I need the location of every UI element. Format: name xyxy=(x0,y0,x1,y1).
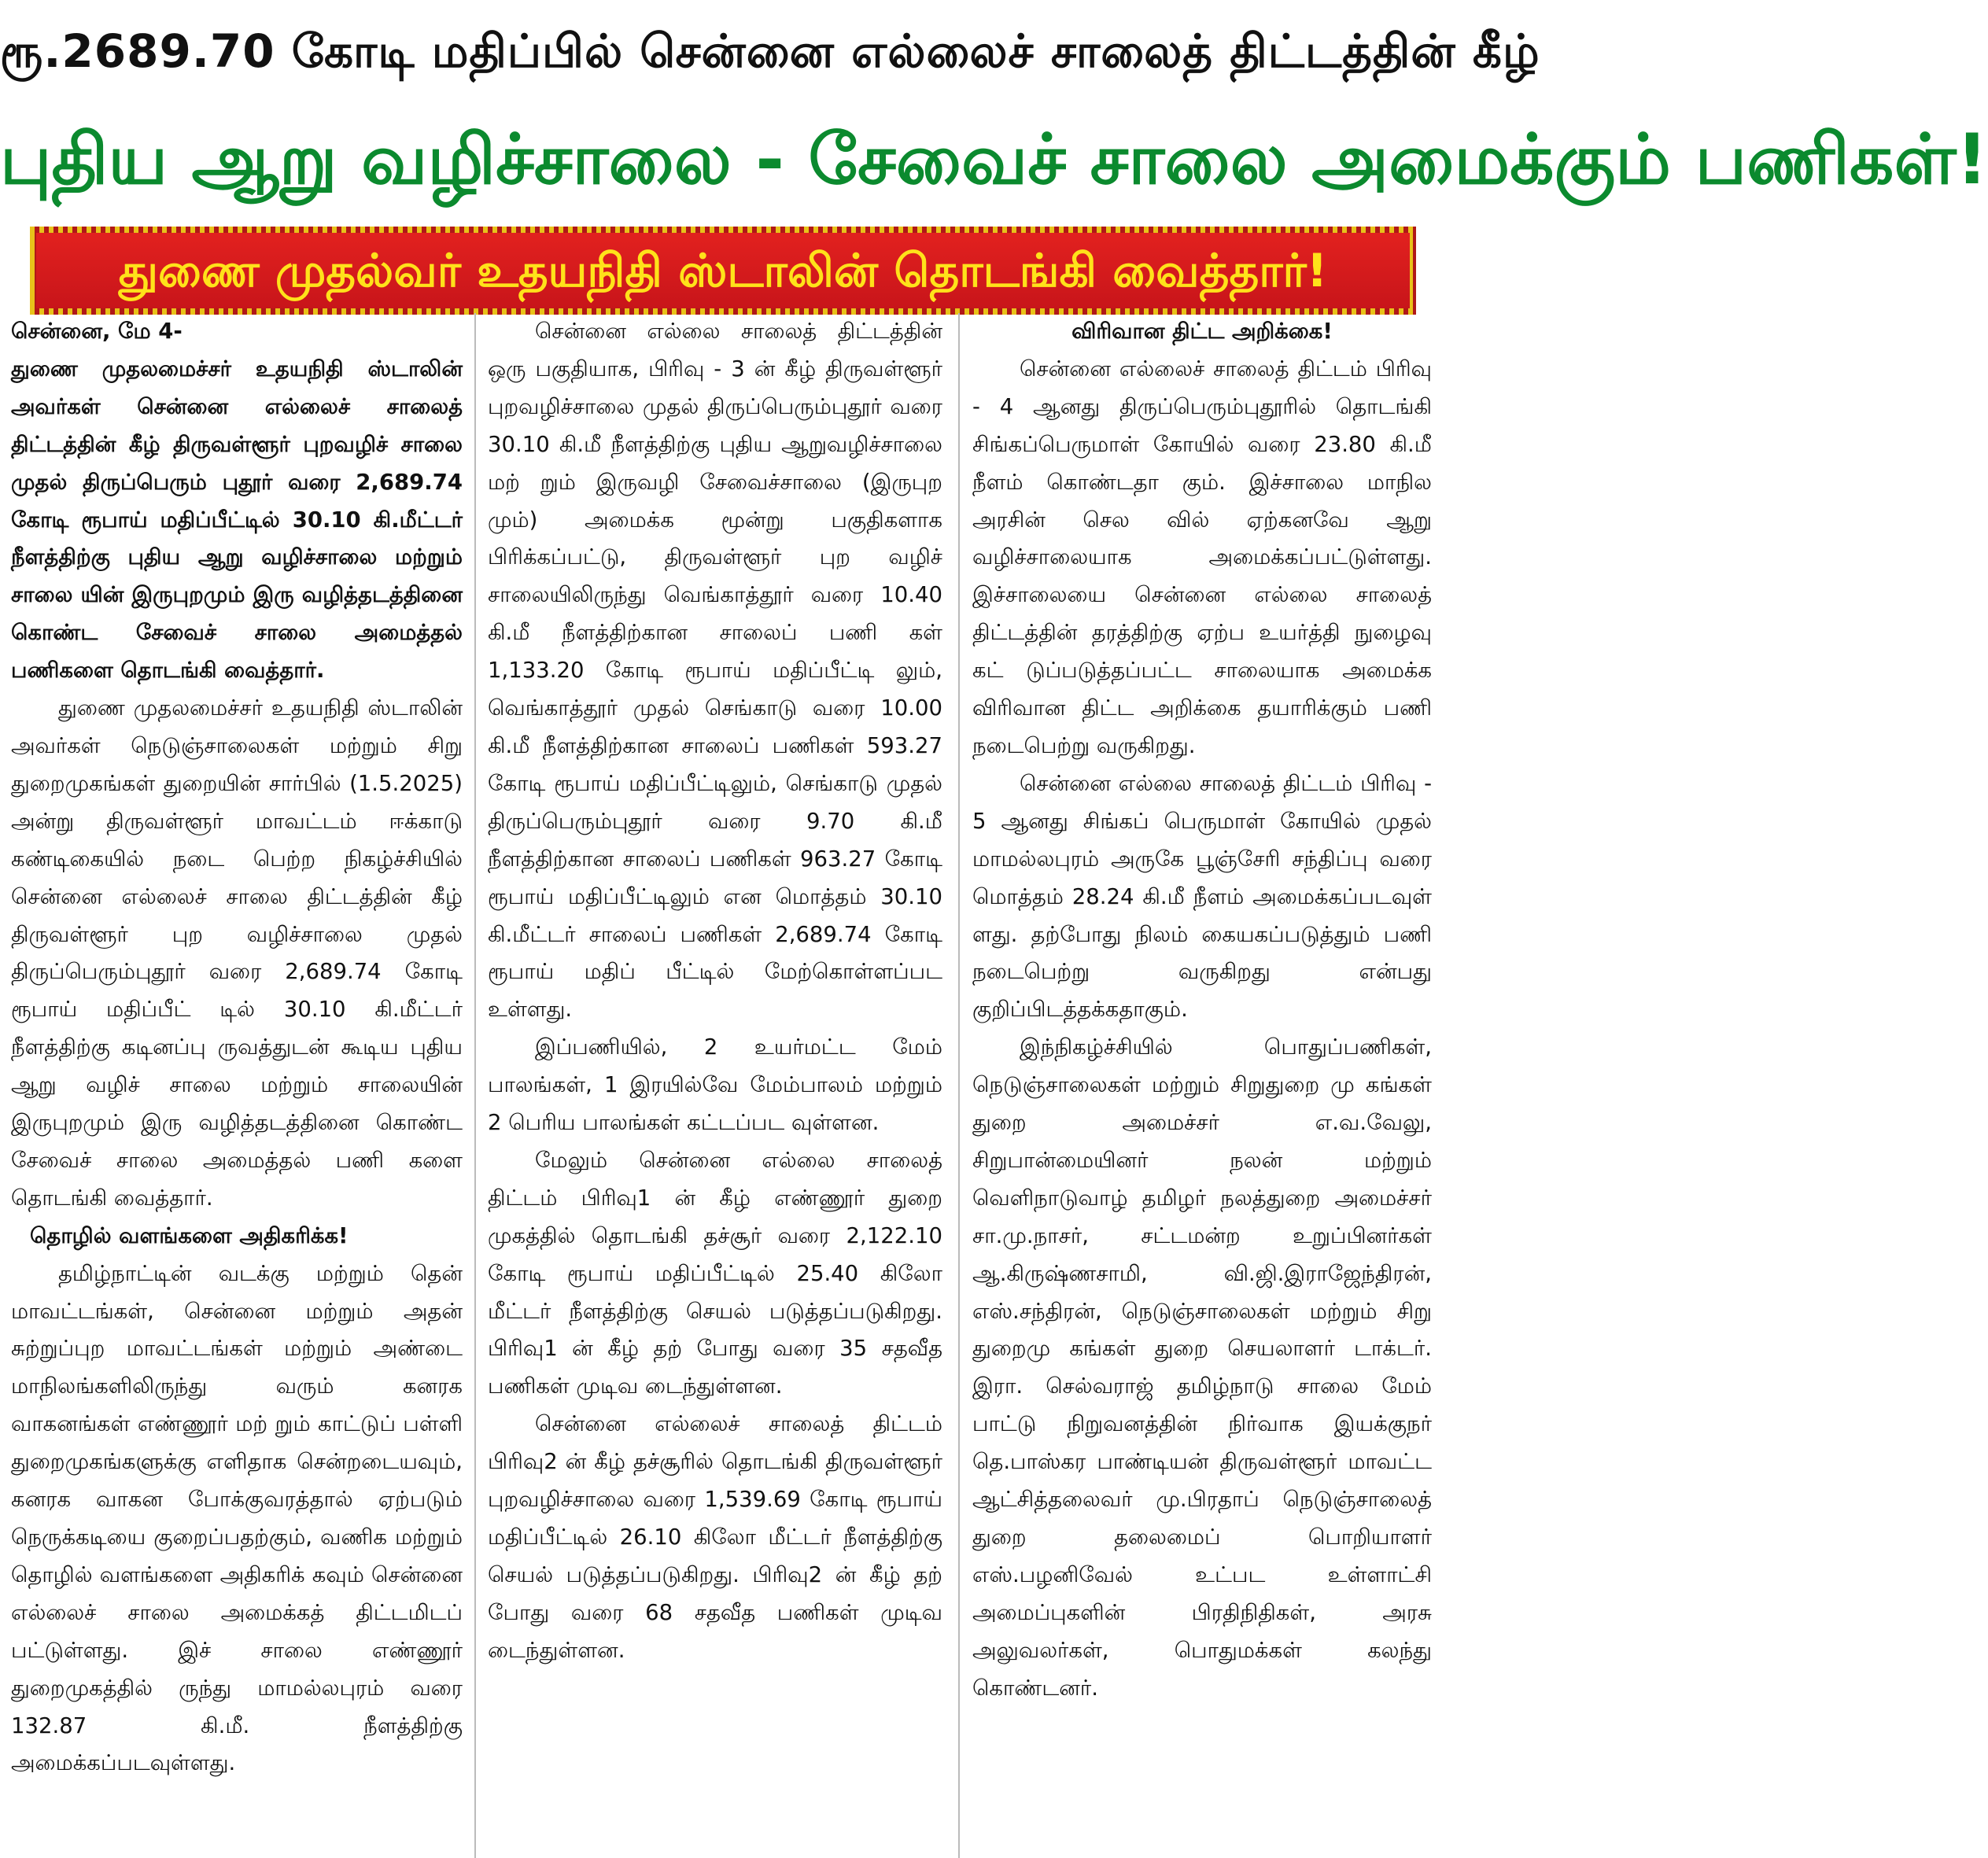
body-paragraph: இந்நிகழ்ச்சியில் பொதுப்பணிகள், நெடுஞ்சாலைகள் மற்றும் சிறுதுறை மு கங்கள் துறை அமைச்சர் எ.வ.வேலு, சிறுபான்மையினர் நலன் மற்றும் வெளிநாடுவாழ் தமிழர் நலத்துறை அமைச்சர் சா.மு.நாசர், சட்டமன்ற உறுப்பினர்கள் ஆ.கிருஷ்ணசாமி, வி.ஜி.இராஜேந்திரன், எஸ்.சந்திரன், நெடுஞ்சாலைகள் மற்றும் சிறு துறைமு கங்கள் துறை செயலாளர் டாக்டர். இரா. செல்வராஜ் தமிழ்நாடு சாலை மேம் பாட்டு நிறுவனத்தின் நிர்வாக இயக்குநர் தெ.பாஸ்கர பாண்டியன் திருவள்ளூர் மாவட்ட ஆட்சித்தலைவர் மு.பிரதாப் நெடுஞ்சாலைத் துறை தலைமைப் பொறியாளர் எஸ்.பழனிவேல் உட்பட உள்ளாட்சி அமைப்புகளின் பிரதிநிதிகள், அரசு அலுவலர்கள், பொதுமக்கள் கலந்து கொண்டனர். xyxy=(972,1034,1432,1701)
dateline: சென்னை, மே 4- xyxy=(11,319,183,344)
body-paragraph: தமிழ்நாட்டின் வடக்கு மற்றும் தென் மாவட்டங்கள், சென்னை மற்றும் அதன் சுற்றுப்புற மாவட்டங்கள் மற்றும் அண்டை மாநிலங்களிலிருந்து வரும் கனரக வாகனங்கள் எண்ணூர் மற் றும் காட்டுப் பள்ளி துறைமுகங்களுக்கு எளிதாக சென்றடையவும், கனரக வாகன போக்குவரத்தால் ஏற்படும் நெருக்கடியை குறைப்பதற்கும், வணிக மற்றும் தொழில் வளங்களை அதிகரிக் கவும் சென்னை எல்லைச் சாலை அமைக்கத் திட்டமிடப் பட்டுள்ளது. இச் சாலை எண்ணூர் துறைமுகத்தில் ருந்து மாமல்லபுரம் வரை 132.87 கி.மீ. நீளத்திற்கு அமைக்கப்படவுள்ளது. xyxy=(11,1260,463,1776)
subheading: தொழில் வளங்களை அதிகரிக்க! xyxy=(30,1222,349,1248)
column-divider xyxy=(474,313,476,1858)
body-paragraph: சென்னை எல்லைச் சாலைத் திட்டம் பிரிவு - 4 ஆனது திருப்பெரும்புதூரில் தொடங்கி சிங்கப்பெருமாள் கோயில் வரை 23.80 கி.மீ நீளம் கொண்டதா கும். இச்சாலை மாநில அரசின் செல வில் ஏற்கனவே ஆறு வழிச்சாலையாக அமைக்கப்பட்டுள்ளது. இச்சாலையை சென்னை எல்லை சாலைத் திட்டத்தின் தரத்திற்கு ஏற்ப உயர்த்தி நுழைவு கட் டுப்படுத்தப்பட்ட சாலையாக அமைக்க விரிவான திட்ட அறிக்கை தயாரிக்கும் பணி நடைபெற்று வருகிறது. xyxy=(972,356,1432,758)
body-paragraph: சென்னை எல்லை சாலைத் திட்டத்தின் ஒரு பகுதியாக, பிரிவு - 3 ன் கீழ் திருவள்ளூர் புறவழிச்சாலை முதல் திருப்பெரும்புதூர் வரை 30.10 கி.மீ நீளத்திற்கு புதிய ஆறுவழிச்சாலை மற் றும் இருவழி சேவைச்சாலை (இருபுற மும்) அமைக்க மூன்று பகுதிகளாக பிரிக்கப்பட்டு, திருவள்ளூர் புற வழிச் சாலையிலிருந்து வெங்காத்தூர் வரை 10.40 கி.மீ நீளத்திற்கான சாலைப் பணி கள் 1,133.20 கோடி ரூபாய் மதிப்பீட்டி லும், வெங்காத்தூர் முதல் செங்காடு வரை 10.00 கி.மீ நீளத்திற்கான சாலைப் பணிகள் 593.27 கோடி ரூபாய் மதிப்பீட்டிலும், செங்காடு முதல் திருப்பெரும்புதூர் வரை 9.70 கி.மீ நீளத்திற்கான சாலைப் பணிகள் 963.27 கோடி ரூபாய் மதிப்பீட்டிலும் என மொத்தம் 30.10 கி.மீட்டர் சாலைப் பணிகள் 2,689.74 கோடி ரூபாய் மதிப் பீட்டில் மேற்கொள்ளப்பட உள்ளது. xyxy=(488,319,942,1023)
body-paragraph: சென்னை எல்லைச் சாலைத் திட்டம் பிரிவு2 ன் கீழ் தச்சூரில் தொடங்கி திருவள்ளூர் புறவழிச்சாலை வரை 1,539.69 கோடி ரூபாய் மதிப்பீட்டில் 26.10 கிலோ மீட்டர் நீளத்திற்கு செயல் படுத்தப்படுகிறது. பிரிவு2 ன் கீழ் தற் போது வரை 68 சதவீத பணிகள் முடிவ டைந்துள்ளன. xyxy=(488,1411,942,1663)
article-column-2 xyxy=(488,313,942,1858)
banner-headline: துணை முதல்வர் உதயநிதி ஸ்டாலின் தொடங்கி வைத்தார்! xyxy=(36,233,1410,308)
kicker-headline: ரூ.2689.70 கோடி மதிப்பில் சென்னை எல்லைச் சாலைத் திட்டத்தின் கீழ் xyxy=(0,24,1540,78)
body-paragraph: சென்னை எல்லை சாலைத் திட்டம் பிரிவு - 5 ஆனது சிங்கப் பெருமாள் கோயில் முதல் மாமல்லபுரம் அருகே பூஞ்சேரி சந்திப்பு வரை மொத்தம் 28.24 கி.மீ நீளம் அமைக்கப்படவுள் ளது. தற்போது நிலம் கையகப்படுத்தும் பணி நடைபெற்று வருகிறது என்பது குறிப்பிடத்தக்கதாகும். xyxy=(972,770,1432,1023)
article-column-3 xyxy=(972,313,1432,1858)
article-column-1 xyxy=(11,313,463,1858)
lead-paragraph: துணை முதலமைச்சர் உதயநிதி ஸ்டாலின் அவர்கள் சென்னை எல்லைச் சாலைத் திட்டத்தின் கீழ் திருவள்ளூர் புறவழிச் சாலை முதல் திருப்பெரும் புதூர் வரை 2,689.74 கோடி ரூபாய் மதிப்பீட்டில் 30.10 கி.மீட்டர் நீளத்திற்கு புதிய ஆறு வழிச்சாலை மற்றும் சாலை யின் இருபுறமும் இரு வழித்தடத்தினை கொண்ட சேவைச் சாலை அமைத்தல் பணிகளை தொடங்கி வைத்தார். xyxy=(11,356,463,684)
body-paragraph: மேலும் சென்னை எல்லை சாலைத் திட்டம் பிரிவு1 ன் கீழ் எண்ணூர் துறை முகத்தில் தொடங்கி தச்சூர் வரை 2,122.10 கோடி ரூபாய் மதிப்பீட்டில் 25.40 கிலோ மீட்டர் நீளத்திற்கு செயல் படுத்தப்படுகிறது. பிரிவு1 ன் கீழ் தற் போது வரை 35 சதவீத பணிகள் முடிவ டைந்துள்ளன. xyxy=(488,1147,942,1399)
body-paragraph: இப்பணியில், 2 உயர்மட்ட மேம் பாலங்கள், 1 இரயில்வே மேம்பாலம் மற்றும் 2 பெரிய பாலங்கள் கட்டப்பட வுள்ளன. xyxy=(488,1034,942,1136)
column-divider xyxy=(958,313,960,1858)
main-headline: புதிய ஆறு வழிச்சாலை - சேவைச் சாலை அமைக்கும் பணிகள்! xyxy=(0,119,1988,200)
body-paragraph: துணை முதலமைச்சர் உதயநிதி ஸ்டாலின் அவர்கள் நெடுஞ்சாலைகள் மற்றும் சிறு துறைமுகங்கள் துறையின் சார்பில் (1.5.2025) அன்று திருவள்ளூர் மாவட்டம் ஈக்காடு கண்டிகையில் நடை பெற்ற நிகழ்ச்சியில் சென்னை எல்லைச் சாலை திட்டத்தின் கீழ் திருவள்ளூர் புற வழிச்சாலை முதல் திருப்பெரும்புதூர் வரை 2,689.74 கோடி ரூபாய் மதிப்பீட் டில் 30.10 கி.மீட்டர் நீளத்திற்கு கடினப்பு ருவத்துடன் கூடிய புதிய ஆறு வழிச் சாலை மற்றும் சாலையின் இருபுறமும் இரு வழித்தடத்தினை கொண்ட சேவைச் சாலை அமைத்தல் பணி களை தொடங்கி வைத்தார். xyxy=(11,695,463,1211)
banner-frame xyxy=(30,227,1416,315)
subheading: விரிவான திட்ட அறிக்கை! xyxy=(1071,319,1333,344)
